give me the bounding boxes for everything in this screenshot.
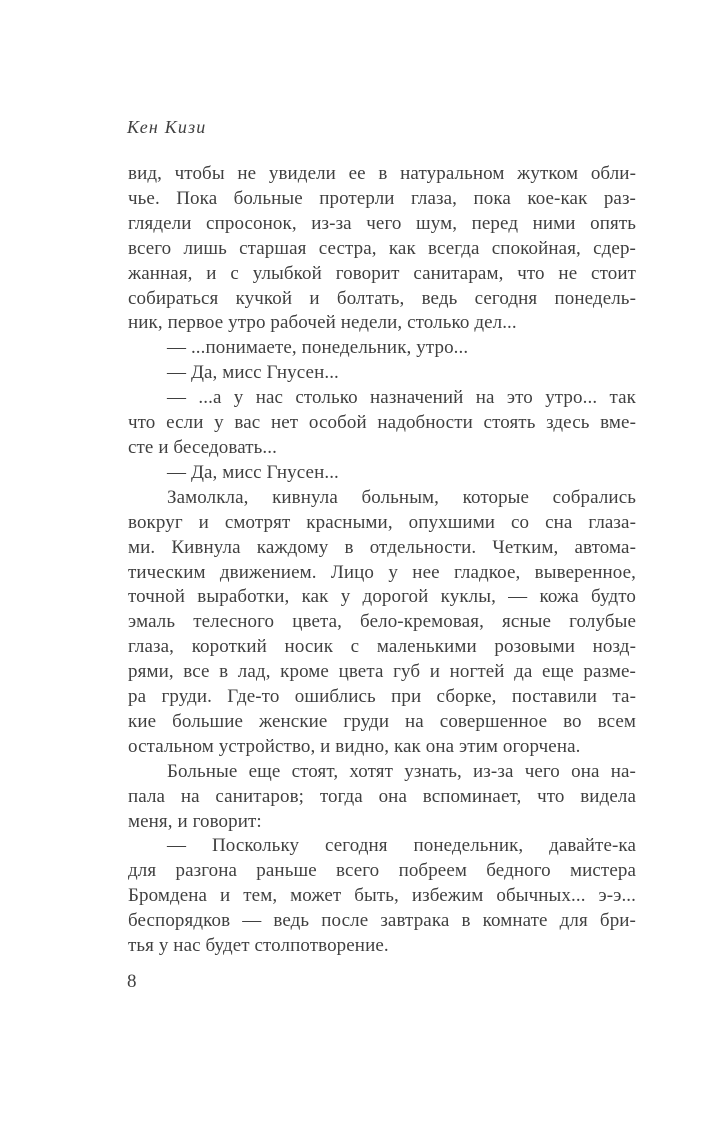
text-line: Замолкла, кивнула больным, которые собрались — [167, 486, 636, 508]
text-line: чье. Пока больные протерли глаза, пока кое-как раз- — [128, 187, 636, 209]
text-line: ми. Кивнула каждому в отдельности. Четким, автома- — [128, 536, 636, 558]
text-line: Больные еще стоят, хотят узнать, из-за чего она на- — [167, 760, 636, 782]
text-line: — ...понимаете, понедельник, утро... — [167, 337, 469, 359]
text-line: тическим движением. Лицо у нее гладкое, выверенное, — [128, 561, 636, 583]
text-line: собираться кучкой и болтать, ведь сегодня понедель- — [128, 287, 636, 309]
text-line: что если у вас нет особой надобности стоять здесь вме- — [128, 412, 636, 434]
body-text — [128, 162, 636, 959]
text-line: глаза, короткий носик с маленькими розовыми нозд- — [128, 636, 636, 658]
page-number: 8 — [127, 971, 137, 992]
text-line: точной выработки, как у дорогой куклы, — кожа будто — [128, 586, 636, 608]
text-line: беспорядков — ведь после завтрака в комнате для бри- — [128, 910, 636, 932]
text-line: ник, первое утро рабочей недели, столько дел... — [128, 312, 517, 334]
text-line: тья у нас будет столпотворение. — [128, 935, 389, 957]
text-line: сте и беседовать... — [128, 436, 277, 458]
text-line: кие большие женские груди на совершенное во всем — [128, 710, 636, 732]
text-line: глядели спросонок, из-за чего шум, перед ними опять — [128, 212, 636, 234]
text-line: остальном устройство, и видно, как она этим огорчена. — [128, 735, 581, 757]
text-line: для разгона раньше всего побреем бедного мистера — [128, 860, 636, 882]
text-line: ра груди. Где-то ошиблись при сборке, поставили та- — [128, 686, 636, 708]
text-line: вид, чтобы не увидели ее в натуральном жутком обли- — [128, 163, 636, 184]
text-line: вокруг и смотрят красными, опухшими со сна глаза- — [128, 511, 636, 533]
text-line: Бромдена и тем, может быть, избежим обычных... э-э... — [128, 885, 636, 907]
text-line: — ...а у нас столько назначений на это утро... так — [167, 387, 636, 409]
text-line: меня, и говорит: — [128, 810, 262, 832]
running-header-author: Кен Кизи — [127, 117, 207, 137]
text-line: пала на санитаров; тогда она вспоминает, что видела — [128, 785, 636, 807]
text-line: — Поскольку сегодня понедельник, давайте-ка — [167, 835, 636, 857]
text-line: жанная, и с улыбкой говорит санитарам, что не стоит — [128, 262, 636, 284]
text-line: эмаль телесного цвета, бело-кремовая, ясные голубые — [128, 611, 636, 633]
text-line: всего лишь старшая сестра, как всегда спокойная, сдер- — [128, 237, 636, 259]
text-line: рями, все в лад, кроме цвета губ и ногтей да еще разме- — [128, 661, 636, 683]
text-line: — Да, мисс Гнусен... — [167, 461, 339, 483]
text-line: — Да, мисс Гнусен... — [167, 362, 339, 384]
